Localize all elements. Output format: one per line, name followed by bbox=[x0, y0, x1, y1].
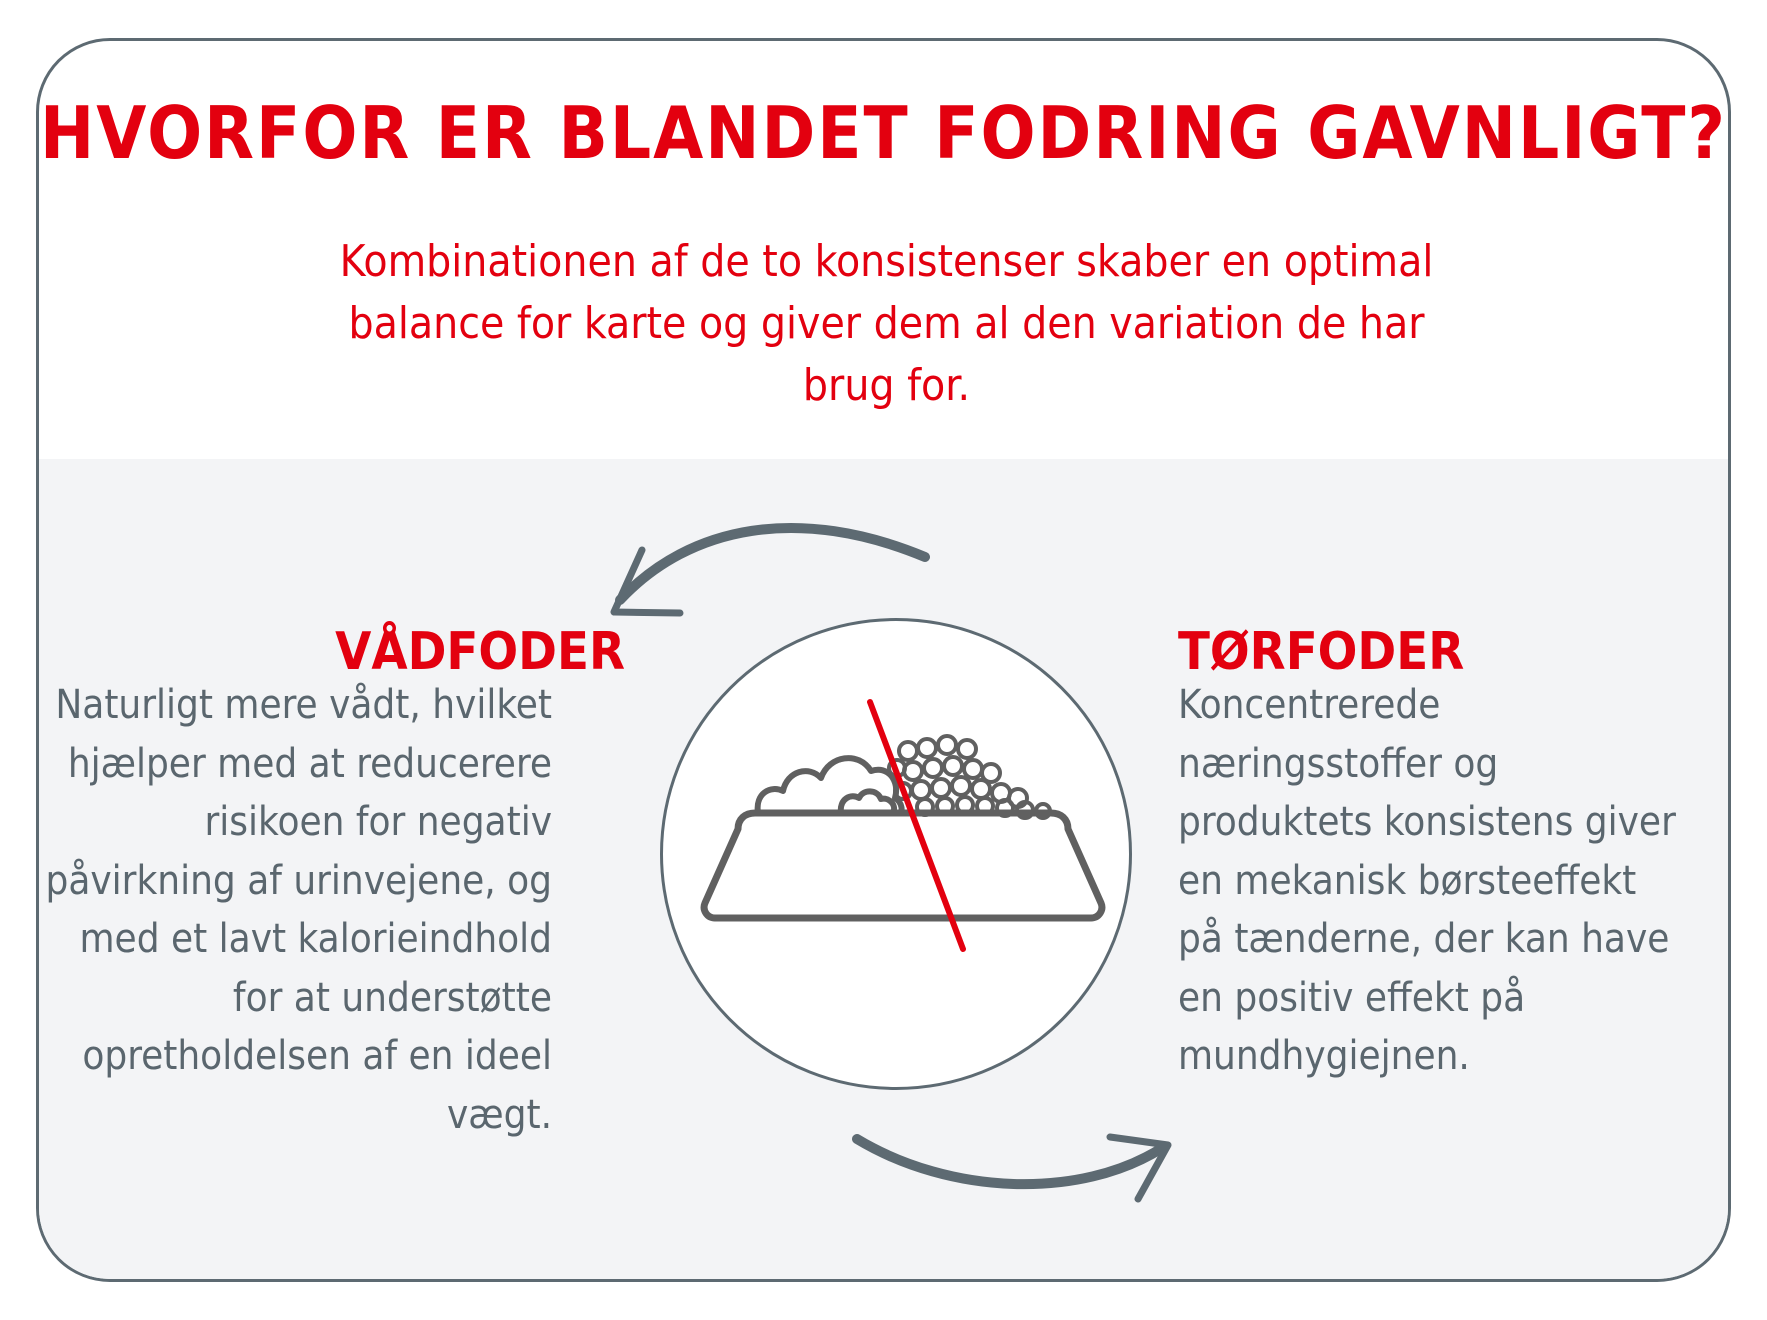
center-circle bbox=[660, 618, 1132, 1090]
wet-food-heading: VÅDFODER bbox=[335, 622, 625, 682]
dry-food-description: Koncentrerede næringsstoffer og produktets konsistens giver en mekanisk børsteeffekt på tænderne, der kan have en positiv effekt på mundhygiejnen. bbox=[1178, 682, 1676, 1079]
page-title: HVORFOR ER BLANDET FODRING GAVNLIGT? bbox=[40, 91, 1727, 175]
curved-arrow-right-icon bbox=[857, 1137, 1168, 1199]
intro-text: Kombinationen af de to konsistenser skaber en optimal balance for karte og giver dem al den variation de har brug for. bbox=[339, 236, 1434, 411]
wet-food-description: Naturligt mere vådt, hvilket hjælper med at reducerere risikoen for negativ påvirkning af urinvejene, og med et lavt kalorieindhold for at understøtte opretholdelsen af en ideel vægt. bbox=[45, 682, 552, 1138]
dry-food-heading: TØRFODER bbox=[1178, 622, 1465, 682]
curved-arrow-left-icon bbox=[614, 528, 925, 613]
food-bowl-half-wet-half-dry-icon bbox=[663, 621, 1129, 1087]
